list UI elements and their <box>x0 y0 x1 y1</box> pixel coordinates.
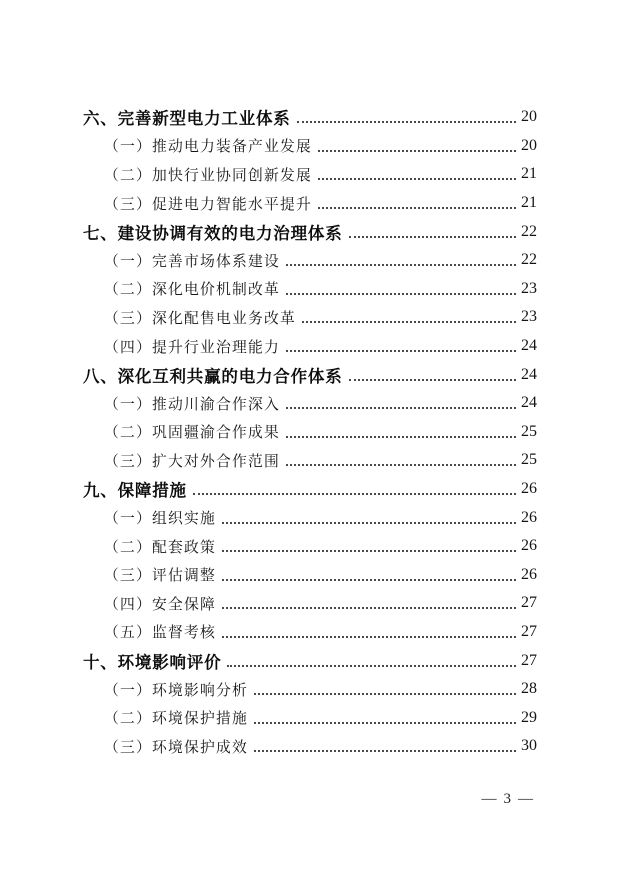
dot-leader <box>222 636 516 638</box>
toc-entry-label: （一）组织实施 <box>104 511 216 528</box>
toc-entry <box>83 503 537 532</box>
toc-entry-page-number: 22 <box>521 222 537 240</box>
toc-entry <box>83 589 537 618</box>
toc-entry-label: （二）深化电价机制改革 <box>104 282 280 299</box>
dot-leader <box>318 150 516 152</box>
toc-entry-page-number: 28 <box>521 680 537 698</box>
dot-leader <box>222 607 516 609</box>
toc-entry <box>83 703 537 732</box>
toc-entry-label: （五）监督考核 <box>104 625 216 642</box>
toc-entry-label: （二）配套政策 <box>104 539 216 556</box>
toc-entry <box>83 532 537 561</box>
toc-entry-label: （二）环境保护措施 <box>104 711 248 728</box>
dot-leader <box>349 236 517 238</box>
dot-leader <box>286 264 516 266</box>
toc-entry-label: （一）推动电力装备产业发展 <box>104 139 312 156</box>
toc-entry-label: （一）完善市场体系建设 <box>104 253 280 270</box>
dot-leader <box>302 321 516 323</box>
toc-entry-page-number: 25 <box>521 451 537 469</box>
toc-entry-page-number: 23 <box>521 279 537 297</box>
toc-entry-label: 六、完善新型电力工业体系 <box>83 110 291 129</box>
dot-leader <box>286 464 516 466</box>
dot-leader <box>222 550 516 552</box>
toc-entry-page-number: 26 <box>521 565 537 583</box>
toc-entry-page-number: 27 <box>521 651 537 669</box>
dot-leader <box>286 293 516 295</box>
toc-entry-page-number: 27 <box>521 594 537 612</box>
toc-entry-label: 十、环境影响评价 <box>83 653 222 672</box>
toc-entry-page-number: 24 <box>521 394 537 412</box>
toc-entry-page-number: 25 <box>521 422 537 440</box>
toc-entry <box>83 618 537 647</box>
toc-entry <box>83 217 537 246</box>
toc-entry-page-number: 29 <box>521 708 537 726</box>
toc-entry-page-number: 22 <box>521 251 537 269</box>
dot-leader <box>254 750 516 752</box>
toc-entry-label: （四）提升行业治理能力 <box>104 339 280 356</box>
toc-entry-page-number: 20 <box>521 136 537 154</box>
toc-entry-page-number: 20 <box>521 108 537 126</box>
toc-entry <box>83 160 537 189</box>
dot-leader <box>222 522 516 524</box>
toc-entry-page-number: 24 <box>521 337 537 355</box>
toc-entry-label: （三）深化配售电业务改革 <box>104 310 296 327</box>
dot-leader <box>349 379 517 381</box>
dot-leader <box>286 407 516 409</box>
toc-entry <box>83 189 537 218</box>
toc-entry-label: 八、深化互利共赢的电力合作体系 <box>83 367 343 386</box>
dot-leader <box>254 693 516 695</box>
toc-entry-page-number: 21 <box>521 165 537 183</box>
toc-entry-page-number: 27 <box>521 622 537 640</box>
toc-entry <box>83 475 537 504</box>
toc-entry <box>83 418 537 447</box>
footer-left-dash: — <box>481 791 497 807</box>
toc-entry-page-number: 24 <box>521 365 537 383</box>
dot-leader <box>318 207 516 209</box>
toc-entry-page-number: 30 <box>521 737 537 755</box>
toc-list <box>83 103 537 761</box>
toc-entry <box>83 446 537 475</box>
toc-entry <box>83 561 537 590</box>
toc-entry <box>83 275 537 304</box>
toc-entry <box>83 675 537 704</box>
dot-leader <box>318 178 516 180</box>
toc-entry <box>83 303 537 332</box>
toc-entry-label: （三）扩大对外合作范围 <box>104 453 280 470</box>
toc-entry-label: （四）安全保障 <box>104 596 216 613</box>
toc-entry-page-number: 26 <box>521 537 537 555</box>
toc-entry-label: 九、保障措施 <box>83 482 187 501</box>
toc-entry-page-number: 26 <box>521 508 537 526</box>
toc-entry-label: （一）环境影响分析 <box>104 682 248 699</box>
toc-entry <box>83 103 537 132</box>
toc-entry <box>83 646 537 675</box>
toc-entry-label: （二）巩固疆渝合作成果 <box>104 425 280 442</box>
toc-entry-label: （一）推动川渝合作深入 <box>104 396 280 413</box>
toc-entry-label: （二）加快行业协同创新发展 <box>104 167 312 184</box>
dot-leader <box>254 722 516 724</box>
footer-page-number: 3 <box>503 791 511 807</box>
dot-leader <box>193 493 516 495</box>
toc-entry-page-number: 23 <box>521 308 537 326</box>
toc-entry-label: （三）评估调整 <box>104 568 216 585</box>
dot-leader <box>227 665 516 667</box>
toc-entry-page-number: 26 <box>521 480 537 498</box>
toc-entry-label: 七、建设协调有效的电力治理体系 <box>83 224 343 243</box>
toc-entry <box>83 332 537 361</box>
toc-entry-label: （三）环境保护成效 <box>104 739 248 756</box>
toc-entry <box>83 732 537 761</box>
toc-entry <box>83 360 537 389</box>
toc-entry <box>83 132 537 161</box>
toc-entry <box>83 389 537 418</box>
toc-entry-page-number: 21 <box>521 194 537 212</box>
dot-leader <box>297 121 516 123</box>
toc-entry-label: （三）促进电力智能水平提升 <box>104 196 312 213</box>
dot-leader <box>222 579 516 581</box>
page-footer <box>475 791 541 808</box>
dot-leader <box>286 436 516 438</box>
toc-entry <box>83 246 537 275</box>
footer-right-dash: — <box>518 791 533 807</box>
dot-leader <box>286 350 516 352</box>
